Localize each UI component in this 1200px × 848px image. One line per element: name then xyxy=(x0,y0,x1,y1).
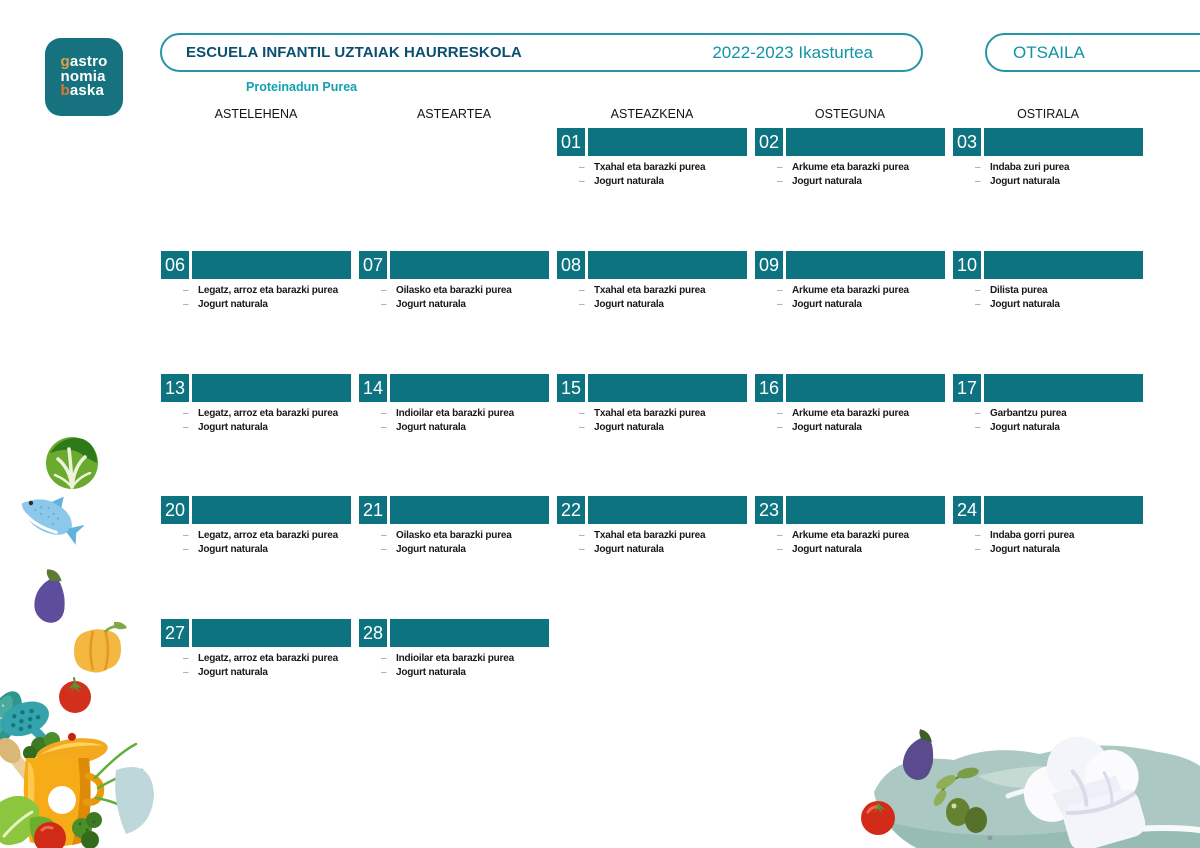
item-dash: – xyxy=(777,408,783,419)
item-dash: – xyxy=(975,285,981,296)
menu-item-label: Indaba gorri purea xyxy=(990,530,1075,541)
item-dash: – xyxy=(777,530,783,541)
day-cell-01 xyxy=(557,128,747,188)
menu-item-label: Arkume eta barazki purea xyxy=(792,162,909,173)
menu-item xyxy=(755,529,945,543)
day-bar xyxy=(192,374,351,402)
menu-item-label: Arkume eta barazki purea xyxy=(792,285,909,296)
menu-item-label: Jogurt naturala xyxy=(396,543,466,555)
menu-item-label: Arkume eta barazki purea xyxy=(792,408,909,419)
day-cell-07 xyxy=(359,251,549,311)
menu-item xyxy=(359,543,549,557)
item-dash: – xyxy=(777,298,783,310)
item-dash: – xyxy=(777,175,783,187)
menu-item xyxy=(359,284,549,298)
day-number: 03 xyxy=(953,128,981,156)
menu-item xyxy=(755,175,945,189)
item-dash: – xyxy=(579,408,585,419)
item-dash: – xyxy=(579,530,585,541)
day-bar xyxy=(390,251,549,279)
item-dash: – xyxy=(975,421,981,433)
menu-item xyxy=(359,407,549,421)
menu-item xyxy=(557,421,747,435)
school-name: ESCUELA INFANTIL UZTAIAK HAURRESKOLA xyxy=(186,44,522,61)
tomato-icon-2 xyxy=(861,801,895,835)
day-bar xyxy=(984,128,1143,156)
menu-item xyxy=(953,161,1143,175)
item-dash: – xyxy=(579,298,585,310)
weekday-header-asteazkena: ASTEAZKENA xyxy=(610,107,694,121)
day-bar xyxy=(192,251,351,279)
menu-item-label: Garbantzu purea xyxy=(990,408,1067,419)
menu-item xyxy=(359,652,549,666)
item-dash: – xyxy=(579,162,585,173)
day-number: 01 xyxy=(557,128,585,156)
day-number: 15 xyxy=(557,374,585,402)
item-dash: – xyxy=(183,421,189,433)
item-dash: – xyxy=(975,408,981,419)
menu-item xyxy=(161,529,351,543)
menu-item-label: Jogurt naturala xyxy=(396,421,466,433)
menu-item-label: Oilasko eta barazki purea xyxy=(396,285,512,296)
item-dash: – xyxy=(579,285,585,296)
day-cell-24 xyxy=(953,496,1143,556)
day-cell-06 xyxy=(161,251,351,311)
weekday-header-osteguna: OSTEGUNA xyxy=(814,107,886,121)
day-cell-23 xyxy=(755,496,945,556)
day-cell-08 xyxy=(557,251,747,311)
menu-item xyxy=(953,284,1143,298)
day-number: 20 xyxy=(161,496,189,524)
day-cell-20 xyxy=(161,496,351,556)
menu-item xyxy=(953,421,1143,435)
item-dash: – xyxy=(975,162,981,173)
menu-item xyxy=(161,284,351,298)
item-dash: – xyxy=(975,175,981,187)
menu-item-label: Legatz, arroz eta barazki purea xyxy=(198,285,338,296)
menu-item xyxy=(755,298,945,312)
day-number: 28 xyxy=(359,619,387,647)
menu-item xyxy=(953,529,1143,543)
month-pill xyxy=(985,33,1200,72)
item-dash: – xyxy=(183,298,189,310)
day-number: 02 xyxy=(755,128,783,156)
day-cell-16 xyxy=(755,374,945,434)
item-dash: – xyxy=(777,543,783,555)
menu-item-label: Jogurt naturala xyxy=(198,421,268,433)
menu-item-label: Indioilar eta barazki purea xyxy=(396,408,514,419)
menu-item xyxy=(755,161,945,175)
menu-item-label: Jogurt naturala xyxy=(594,421,664,433)
logo-line2: omia xyxy=(69,67,106,85)
item-dash: – xyxy=(579,421,585,433)
day-bar xyxy=(588,496,747,524)
menu-item xyxy=(161,421,351,435)
menu-item-label: Jogurt naturala xyxy=(990,421,1060,433)
menu-item xyxy=(161,666,351,680)
menu-item-label: Dilista purea xyxy=(990,285,1048,296)
day-bar xyxy=(192,619,351,647)
day-number: 22 xyxy=(557,496,585,524)
menu-item xyxy=(557,161,747,175)
item-dash: – xyxy=(183,653,189,664)
day-bar xyxy=(984,251,1143,279)
item-dash: – xyxy=(183,543,189,555)
fish-icon xyxy=(10,486,84,562)
logo-line1-accent: g xyxy=(60,53,70,71)
menu-item-label: Jogurt naturala xyxy=(198,543,268,555)
day-bar xyxy=(786,251,945,279)
item-dash: – xyxy=(777,285,783,296)
day-number: 13 xyxy=(161,374,189,402)
menu-item-label: Legatz, arroz eta barazki purea xyxy=(198,530,338,541)
day-number: 10 xyxy=(953,251,981,279)
menu-item-label: Jogurt naturala xyxy=(594,298,664,310)
menu-item-label: Jogurt naturala xyxy=(396,298,466,310)
menu-item xyxy=(953,298,1143,312)
item-dash: – xyxy=(975,530,981,541)
day-bar xyxy=(786,496,945,524)
menu-item xyxy=(557,284,747,298)
weekday-header-astelehena: ASTELEHENA xyxy=(214,107,298,121)
gastronomia-baska-logo xyxy=(45,38,123,116)
item-dash: – xyxy=(381,543,387,555)
day-bar xyxy=(984,374,1143,402)
day-number: 16 xyxy=(755,374,783,402)
day-number: 14 xyxy=(359,374,387,402)
day-cell-02 xyxy=(755,128,945,188)
day-cell-10 xyxy=(953,251,1143,311)
school-year: 2022-2023 Ikasturtea xyxy=(712,42,873,62)
day-cell-21 xyxy=(359,496,549,556)
day-number: 21 xyxy=(359,496,387,524)
menu-item xyxy=(359,529,549,543)
day-bar xyxy=(786,128,945,156)
day-number: 24 xyxy=(953,496,981,524)
menu-item xyxy=(953,543,1143,557)
legend-proteinadun-purea: Proteinadun Purea xyxy=(246,80,358,94)
menu-item xyxy=(755,407,945,421)
menu-item xyxy=(953,407,1143,421)
day-bar xyxy=(984,496,1143,524)
day-bar xyxy=(390,619,549,647)
menu-item-label: Txahal eta barazki purea xyxy=(594,530,706,541)
day-bar xyxy=(390,374,549,402)
logo-text xyxy=(60,55,107,99)
item-dash: – xyxy=(183,666,189,678)
menu-item xyxy=(755,421,945,435)
menu-item-label: Indaba zuri purea xyxy=(990,162,1070,173)
menu-item xyxy=(359,666,549,680)
menu-item xyxy=(953,175,1143,189)
menu-item-label: Jogurt naturala xyxy=(792,298,862,310)
item-dash: – xyxy=(579,543,585,555)
item-dash: – xyxy=(381,421,387,433)
item-dash: – xyxy=(975,298,981,310)
menu-item xyxy=(557,529,747,543)
menu-item-label: Jogurt naturala xyxy=(990,543,1060,555)
blue-leaf xyxy=(115,767,154,834)
yellow-pepper-icon xyxy=(70,618,128,678)
menu-item-label: Txahal eta barazki purea xyxy=(594,285,706,296)
item-dash: – xyxy=(381,530,387,541)
day-bar xyxy=(192,496,351,524)
day-number: 07 xyxy=(359,251,387,279)
day-cell-14 xyxy=(359,374,549,434)
menu-item-label: Jogurt naturala xyxy=(990,298,1060,310)
logo-line2-accent: n xyxy=(60,67,70,85)
day-cell-17 xyxy=(953,374,1143,434)
item-dash: – xyxy=(183,530,189,541)
day-bar xyxy=(588,374,747,402)
menu-item xyxy=(557,175,747,189)
menu-item-label: Jogurt naturala xyxy=(396,666,466,678)
menu-item xyxy=(161,543,351,557)
item-dash: – xyxy=(183,285,189,296)
item-dash: – xyxy=(579,175,585,187)
item-dash: – xyxy=(381,298,387,310)
menu-item-label: Jogurt naturala xyxy=(594,543,664,555)
menu-item xyxy=(161,298,351,312)
item-dash: – xyxy=(381,666,387,678)
menu-item-label: Txahal eta barazki purea xyxy=(594,408,706,419)
day-cell-15 xyxy=(557,374,747,434)
day-number: 06 xyxy=(161,251,189,279)
day-bar xyxy=(588,128,747,156)
menu-item-label: Jogurt naturala xyxy=(198,666,268,678)
day-number: 08 xyxy=(557,251,585,279)
menu-item-label: Legatz, arroz eta barazki purea xyxy=(198,408,338,419)
item-dash: – xyxy=(183,408,189,419)
day-cell-22 xyxy=(557,496,747,556)
cooking-pot-illustration xyxy=(0,700,175,848)
day-cell-13 xyxy=(161,374,351,434)
logo-line1: astro xyxy=(69,53,108,71)
day-number: 23 xyxy=(755,496,783,524)
logo-line3-accent: b xyxy=(60,82,70,100)
pot-hole xyxy=(48,786,76,814)
menu-item xyxy=(359,298,549,312)
day-cell-27 xyxy=(161,619,351,679)
day-bar xyxy=(390,496,549,524)
menu-item xyxy=(557,407,747,421)
menu-item-label: Jogurt naturala xyxy=(594,175,664,187)
menu-item-label: Jogurt naturala xyxy=(792,421,862,433)
menu-item-label: Jogurt naturala xyxy=(792,175,862,187)
day-cell-28 xyxy=(359,619,549,679)
menu-item xyxy=(359,421,549,435)
menu-item-label: Txahal eta barazki purea xyxy=(594,162,706,173)
menu-item-label: Arkume eta barazki purea xyxy=(792,530,909,541)
menu-item-label: Legatz, arroz eta barazki purea xyxy=(198,653,338,664)
day-bar xyxy=(588,251,747,279)
menu-item-label: Jogurt naturala xyxy=(792,543,862,555)
item-dash: – xyxy=(975,543,981,555)
menu-item xyxy=(557,543,747,557)
menu-item xyxy=(161,652,351,666)
menu-item xyxy=(161,407,351,421)
item-dash: – xyxy=(777,162,783,173)
logo-line3: aska xyxy=(69,82,105,100)
cabbage-icon xyxy=(45,433,99,491)
school-title-pill xyxy=(160,33,923,72)
menu-item xyxy=(755,284,945,298)
menu-item-label: Jogurt naturala xyxy=(198,298,268,310)
day-number: 09 xyxy=(755,251,783,279)
day-bar xyxy=(786,374,945,402)
item-dash: – xyxy=(381,408,387,419)
menu-item-label: Oilasko eta barazki purea xyxy=(396,530,512,541)
weekday-header-ostirala: OSTIRALA xyxy=(1017,107,1079,121)
menu-item-label: Indioilar eta barazki purea xyxy=(396,653,514,664)
menu-item xyxy=(755,543,945,557)
item-dash: – xyxy=(381,285,387,296)
day-number: 17 xyxy=(953,374,981,402)
menu-item xyxy=(557,298,747,312)
bottom-right-illustration xyxy=(858,726,1200,848)
day-cell-09 xyxy=(755,251,945,311)
day-cell-03 xyxy=(953,128,1143,188)
month-label: OTSAILA xyxy=(1013,42,1085,62)
item-dash: – xyxy=(381,653,387,664)
eggplant-icon xyxy=(24,566,76,632)
weekday-header-asteartea: ASTEARTEA xyxy=(416,107,492,121)
item-dash: – xyxy=(777,421,783,433)
day-number: 27 xyxy=(161,619,189,647)
menu-item-label: Jogurt naturala xyxy=(990,175,1060,187)
